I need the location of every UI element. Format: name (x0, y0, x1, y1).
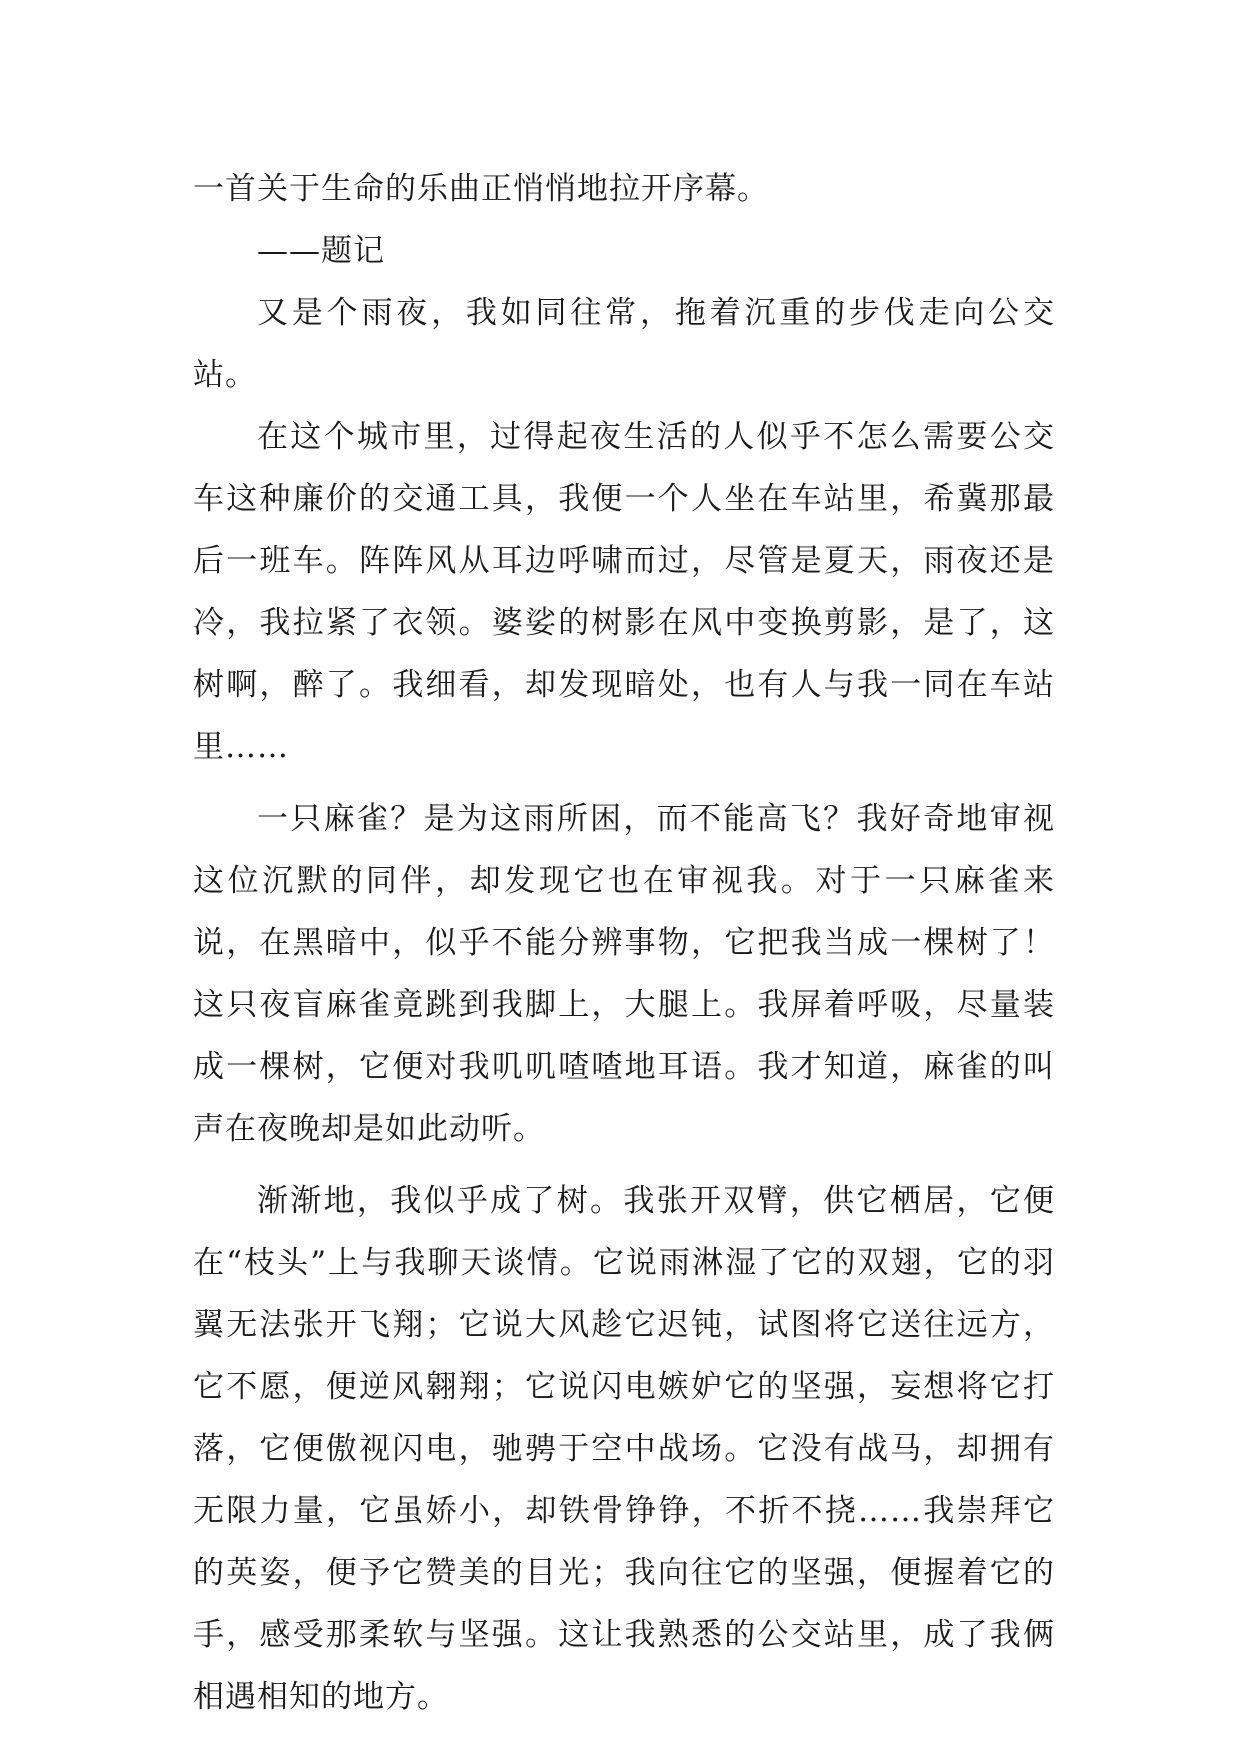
document-body (193, 158, 1055, 1728)
paragraph-3: 一只麻雀？是为这雨所困，而不能高飞？我好奇地审视这位沉默的同伴，却发现它也在审视我。对于一只麻雀来说，在黑暗中，似乎不能分辨事物，它把我当成一棵树了！这只夜盲麻雀竟跳到我脚上，大腿上。我屏着呼吸，尽量装成一棵树，它便对我叽叽喳喳地耳语。我才知道，麻雀的叫声在夜晚却是如此动听。 (193, 801, 1055, 1147)
paragraph-4: 渐渐地，我似乎成了树。我张开双臂，供它栖居，它便在“枝头”上与我聊天谈情。它说雨淋湿了它的双翅，它的羽翼无法张开飞翔；它说大风趁它迟钝，试图将它送往远方，它不愿，便逆风翱翔；它说闪电嫉妒它的坚强，妄想将它打落，它便傲视闪电，驰骋于空中战场。它没有战马，却拥有无限力量，它虽娇小，却铁骨铮铮，不折不挠……我崇拜它的英姿，便予它赞美的目光；我向往它的坚强，便握着它的手，感受那柔软与坚强。这让我熟悉的公交站里，成了我俩相遇相知的地方。 (193, 1183, 1055, 1715)
epigraph-line: 一首关于生命的乐曲正悄悄地拉开序幕。 (193, 171, 769, 207)
epigraph-attribution: ——题记 (257, 233, 385, 269)
paragraph-1: 又是个雨夜，我如同往常，拖着沉重的步伐走向公交站。 (193, 295, 1055, 393)
paragraph-2: 在这个城市里，过得起夜生活的人似乎不怎么需要公交车这种廉价的交通工具，我便一个人坐在车站里，希冀那最后一班车。阵阵风从耳边呼啸而过，尽管是夏天，雨夜还是冷，我拉紧了衣领。婆娑的树影在风中变换剪影，是了，这树啊，醉了。我细看，却发现暗处，也有人与我一同在车站里…… (193, 419, 1055, 765)
